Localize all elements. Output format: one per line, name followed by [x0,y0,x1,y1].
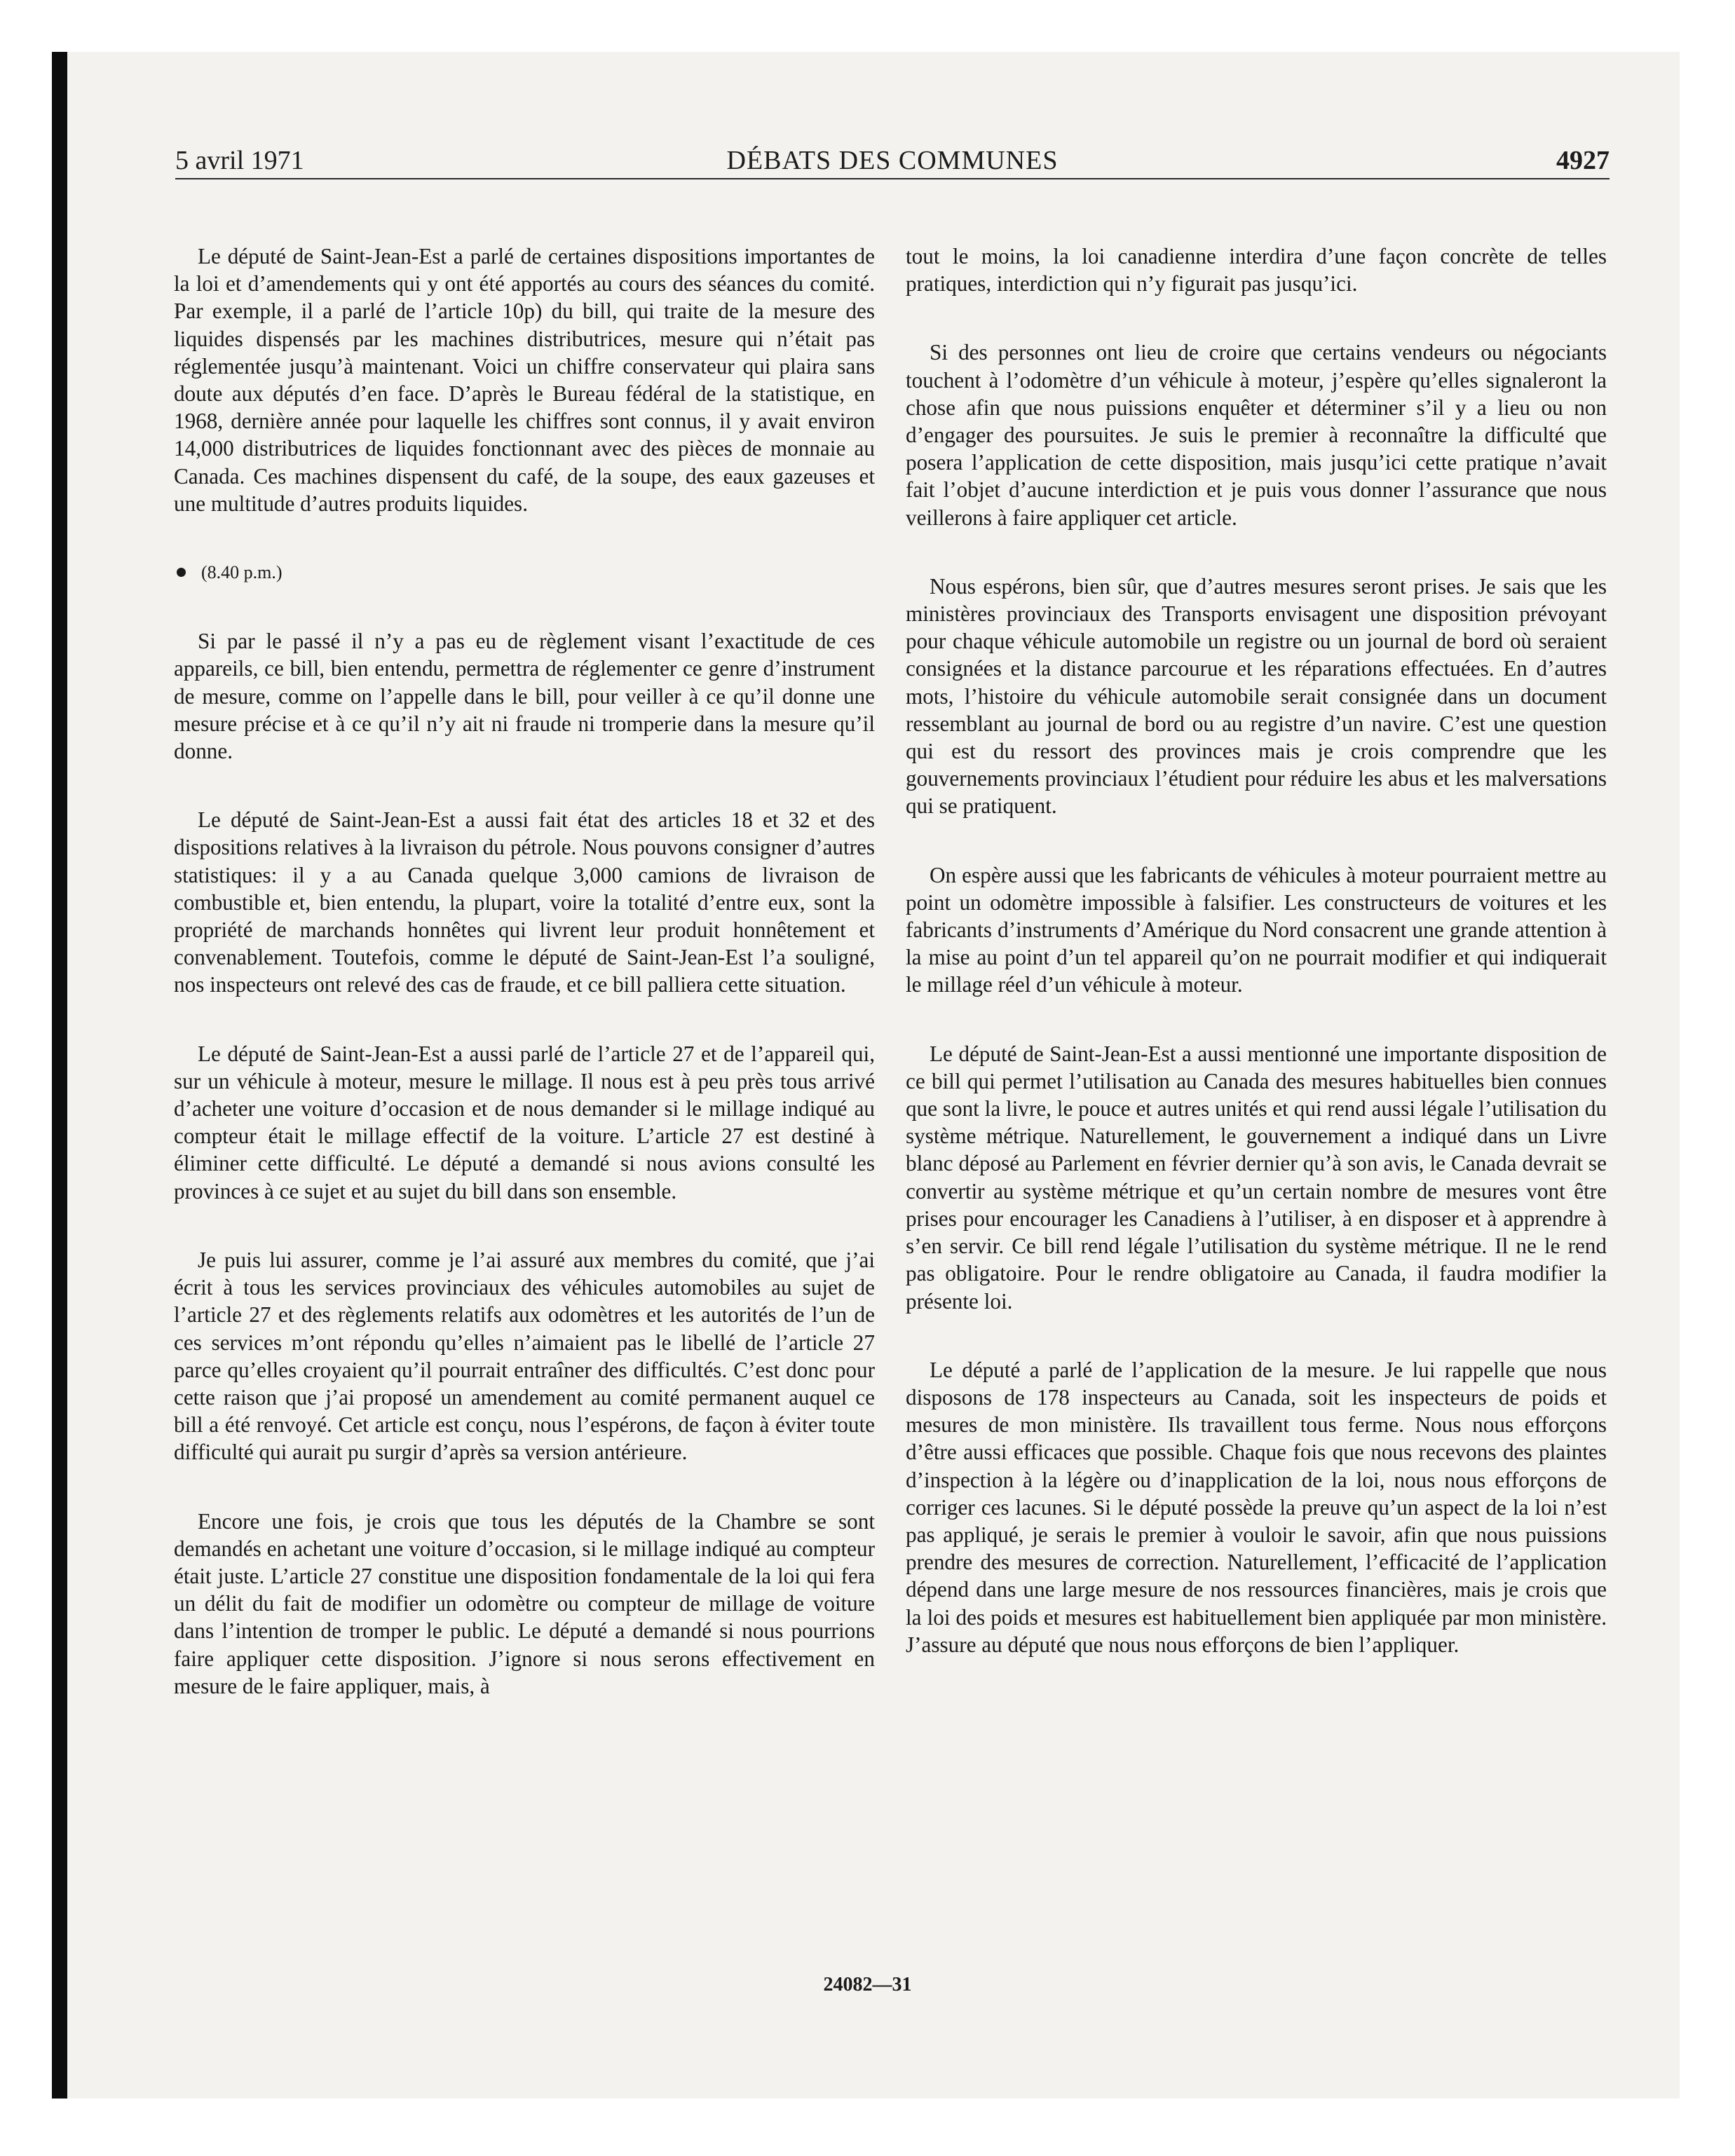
paragraph: Le député de Saint-Jean-Est a aussi parlé de l’article 27 et de l’appareil qui, sur un véhicule à moteur, mesure le millage. Il nous est à peu près tous arrivé d’acheter une voiture d’occasion et de nous demander si le millage indiqué au compteur était le millage effectif de la voiture. L’article 27 est destiné à éliminer cette difficulté. Le député a demandé si nous avions consulté les provinces à ce sujet et au sujet du bill dans son ensemble. [174,1041,875,1203]
header-date: 5 avril 1971 [175,146,304,175]
paragraph: Si des personnes ont lieu de croire que certains vendeurs ou négociants touchent à l’odomètre d’un véhicule à moteur, j’espère qu’elles signaleront la chose afin que nous puissions enquêter et déterminer s’il y a lieu ou non d’engager des poursuites. Je suis le premier à reconnaître la difficulté que posera l’application de cette disposition, mais jusqu’ici cette pratique n’avait fait l’objet d’aucune interdiction et je puis vous donner l’assurance que nous veillerons à faire appliquer cet article. [906,340,1607,530]
scan-border [52,52,67,2099]
footer-signature: 24082—31 [823,1974,912,1995]
paragraph: Le député de Saint-Jean-Est a aussi fait état des articles 18 et 32 et des dispositions relatives à la livraison du pétrole. Nous pouvons consigner d’autres statistiques: il y a au Canada quelque 3,000 camions de livraison de combustible et, bien entendu, la plupart, voire la totalité d’entre eux, sont la propriété de marchands honnêtes qui livrent leur produit honnêtement et convenablement. Toutefois, comme le député de Saint-Jean-Est l’a souligné, nos inspecteurs ont relevé des cas de fraude, et ce bill palliera cette situation. [174,807,875,997]
bullet-icon [177,568,186,577]
paragraph: Le député de Saint-Jean-Est a parlé de certaines dispositions importantes de la loi et d’amendements qui y ont été apportés au cours des séances du comité. Par exemple, il a parlé de l’article 10p) du bill, qui traite de la mesure des liquides dispensés par les machines distributrices, mesure qui n’était pas réglementée jusqu’à maintenant. Voici un chiffre conservateur qui plaira sans doute aux députés d’en face. D’après le Bureau fédéral de la statistique, en 1968, dernière année pour laquelle les chiffres sont connus, il y avait environ 14,000 distributrices de liquides fonctionnant avec des pièces de monnaie au Canada. Ces machines dispensent du café, de la soupe, des eaux gazeuses et une multitude d’autres produits liquides. [174,244,875,516]
paragraph: Je puis lui assurer, comme je l’ai assuré aux membres du comité, que j’ai écrit à tous les services provinciaux des véhicules automobiles au sujet de l’article 27 et des règlements relatifs aux odomètres et les autorités de l’un de ces services m’ont répondu qu’elles n’aimaient pas le libellé de l’article 27 parce qu’elles croyaient qu’il pourrait entraîner des difficultés. C’est donc pour cette raison que j’ai proposé un amendement au comité permanent auquel ce bill a été renvoyé. Cet article est conçu, nous l’espérons, de façon à éviter toute difficulté qui aurait pu surgir d’après sa version antérieure. [174,1247,875,1465]
left-column [174,243,875,1741]
time-marker [174,559,875,586]
header-title: DÉBATS DES COMMUNES [726,146,1059,175]
paragraph: On espère aussi que les fabricants de véhicules à moteur pourraient mettre au point un odomètre impossible à falsifier. Les constructeurs de voitures et les fabricants d’instruments d’Amérique du Nord consacrent une grande attention à la mise au point d’un tel appareil qu’on ne pourrait modifier et qui indiquerait le millage réel d’un véhicule à moteur. [906,862,1607,997]
page-header [175,145,1610,180]
paragraph: Le député a parlé de l’application de la mesure. Je lui rappelle que nous disposons de 178 inspecteurs au Canada, soit les inspecteurs de poids et mesures de mon ministère. Ils travaillent tous ferme. Nous nous efforçons d’être aussi efficaces que possible. Chaque fois que nous recevons des plaintes d’inspection à la légère ou d’inapplication de la loi, nous nous efforçons de corriger ces lacunes. Si le député possède la preuve qu’un aspect de la loi n’est pas appliqué, je serais le premier à vouloir le savoir, afin que nous puissions prendre des mesures de correction. Naturellement, l’efficacité de l’application dépend dans une large mesure de nos ressources financières, mais je crois que la loi des poids et mesures est habituellement bien appliquée par mon ministère. J’assure au député que nous nous efforçons de bien l’appliquer. [906,1357,1607,1657]
header-rule [175,178,1610,179]
right-column [906,243,1607,1700]
time-marker-text: (8.40 p.m.) [201,562,283,583]
paragraph: Encore une fois, je crois que tous les députés de la Chambre se sont demandés en achetant une voiture d’occasion, si le millage indiqué au compteur était juste. L’article 27 constitue une disposition fondamentale de la loi qui fera un délit du fait de modifier un odomètre ou compteur de millage de voiture dans l’intention de tromper le public. Le député a demandé si nous pourrions faire appliquer cette disposition. J’ignore si nous serons effectivement en mesure de le faire appliquer, mais, à [174,1508,875,1698]
header-page-number: 4927 [1556,146,1610,175]
paragraph: tout le moins, la loi canadienne interdira d’une façon concrète de telles pratiques, interdiction qui n’y figurait pas jusqu’ici. [906,244,1607,296]
paragraph: Si par le passé il n’y a pas eu de règlement visant l’exactitude de ces appareils, ce bill, bien entendu, permettra de réglementer ce genre d’instrument de mesure, comme on l’appelle dans le bill, pour veiller à ce qu’il donne une mesure précise et à ce qu’il n’y ait ni fraude ni tromperie dans la mesure qu’il donne. [174,629,875,764]
paragraph: Nous espérons, bien sûr, que d’autres mesures seront prises. Je sais que les ministères provinciaux des Transports envisagent une disposition prévoyant pour chaque véhicule automobile un registre ou un journal de bord où seraient consignées et la distance parcourue et les réparations effectuées. En d’autres mots, l’histoire du véhicule automobile serait consignée dans un document ressemblant au journal de bord ou au registre d’un navire. C’est une question qui est du ressort des provinces mais je crois comprendre que les gouvernements provinciaux l’étudient pour réduire les abus et les malversations qui se pratiquent. [906,573,1607,819]
paragraph: Le député de Saint-Jean-Est a aussi mentionné une importante disposition de ce bill qui permet l’utilisation au Canada des mesures habituelles bien connues que sont la livre, le pouce et autres unités et qui rend aussi légale l’utilisation du système métrique. Naturellement, le gouvernement a indiqué dans un Livre blanc déposé au Parlement en février dernier qu’à son avis, le Canada devrait se convertir au système métrique et qu’un certain nombre de mesures vont être prises pour encourager les Canadiens à l’utiliser, à en disposer et à apprendre à s’en servir. Ce bill rend légale l’utilisation du système métrique. Il ne le rend pas obligatoire. Pour le rendre obligatoire au Canada, il faudra modifier la présente loi. [906,1041,1607,1314]
